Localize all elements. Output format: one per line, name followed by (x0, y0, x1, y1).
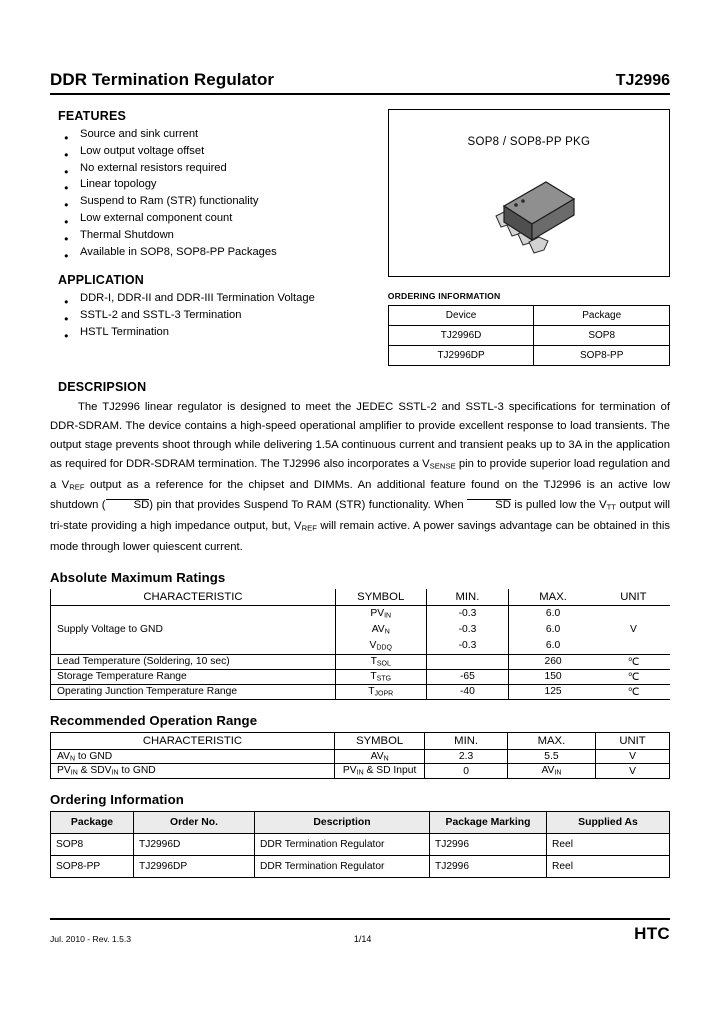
list-item: ● Source and sink current (50, 126, 382, 143)
cell-description: DDR Termination Regulator (255, 833, 430, 855)
cell-symbol: $T_{STG}$ (335, 669, 426, 684)
ordering-information-heading: Ordering Information (50, 791, 184, 807)
table-header-row (51, 589, 671, 606)
recommended-operation-range-heading: Recommended Operation Range (50, 712, 258, 728)
cell-description: DDR Termination Regulator (255, 855, 430, 877)
cell-unit: V (596, 764, 670, 779)
footer-page-number: 1/14 (353, 934, 372, 944)
table-row (51, 855, 670, 877)
cell-package: SOP8-PP (51, 855, 134, 877)
cell-symbol: $T_{JOPR}$ (335, 684, 426, 699)
absolute-maximum-ratings-table (50, 589, 670, 700)
cell-device: TJ2996DP (388, 346, 534, 366)
description-text-6: output will tri-state providing a high impedance output, but, V (50, 499, 670, 533)
cell-min: -65 (426, 669, 509, 684)
description-heading: DESCRIPSION (58, 380, 147, 394)
list-item: ● SSTL-2 and SSTL-3 Termination (50, 307, 382, 324)
table-row (51, 669, 671, 684)
subscript-ref-2: REF (301, 523, 317, 533)
cell-max: 150 (509, 669, 597, 684)
left-column (50, 109, 382, 366)
cell-order-no: TJ2996DP (134, 855, 255, 877)
document-header (50, 0, 670, 95)
column-header-package-marking: Package Marking (430, 811, 547, 833)
column-header-max: MAX. (509, 589, 597, 606)
table-row-supply-voltage (51, 605, 671, 654)
list-item: ● Thermal Shutdown (50, 227, 382, 244)
right-column (388, 109, 670, 366)
cell-characteristic: Supply Voltage to GND (51, 605, 336, 654)
list-item: ● Linear topology (50, 176, 382, 193)
cell-symbol-stack (335, 605, 426, 654)
description-text-7: will remain active. A power savings advantage can be obtained in this mode through lower quiescent current. (50, 520, 671, 553)
column-header-package: Package (51, 811, 134, 833)
cell-characteristic: Operating Junction Temperature Range (51, 684, 336, 699)
list-item: ● No external resistors required (50, 160, 382, 177)
cell-symbol: $PV_{IN}$ & SD Input (334, 764, 424, 779)
subscript-ref: REF (69, 482, 85, 492)
cell-package: SOP8 (51, 833, 134, 855)
cell-characteristic: Lead Temperature (Soldering, 10 sec) (51, 654, 336, 669)
cell-symbol: $T_{SOL}$ (335, 654, 426, 669)
value-min: -0.3 (458, 623, 477, 635)
footer-revision: Jul. 2010 - Rev. 1.5.3 (50, 934, 132, 944)
value-min: -0.3 (458, 607, 477, 619)
description-text-5: is pulled low the V (510, 499, 607, 512)
cell-unit: V (597, 605, 670, 654)
page-title: DDR Termination Regulator (50, 70, 275, 89)
list-item: ● Low output voltage offset (50, 143, 382, 160)
value-max: 6.0 (545, 623, 561, 635)
list-item: ● Low external component count (50, 210, 382, 227)
table-row (51, 654, 671, 669)
list-item: ● DDR-I, DDR-II and DDR-III Termination Voltage (50, 290, 382, 307)
cell-symbol: $AV_N$ (334, 749, 424, 764)
cell-supplied-as: Reel (547, 855, 670, 877)
cell-package: SOP8 (534, 326, 670, 346)
cell-order-no: TJ2996D (134, 833, 255, 855)
symbol-pvin: $PV_{IN}$ (370, 607, 392, 620)
cell-max-stack (509, 605, 597, 654)
subscript-tt: TT (606, 503, 616, 513)
cell-max: 260 (509, 654, 597, 669)
column-header-description: Description (255, 811, 430, 833)
table-header-row (51, 732, 670, 749)
column-header-symbol: SYMBOL (335, 589, 426, 606)
list-item: ● Suspend to Ram (STR) functionality (50, 193, 382, 210)
footer-company-logo: HTC (634, 924, 670, 943)
recommended-operation-range-table (50, 732, 670, 779)
absolute-maximum-ratings-heading: Absolute Maximum Ratings (50, 569, 226, 585)
overline-sd-2: SD (467, 499, 511, 512)
application-heading: APPLICATION (58, 273, 144, 288)
table-row (51, 764, 670, 779)
column-header-unit: UNIT (597, 589, 670, 606)
cell-max: 125 (509, 684, 597, 699)
overline-sd-1: SD (106, 499, 150, 512)
cell-device: TJ2996D (388, 326, 534, 346)
cell-package-marking: TJ2996 (430, 855, 547, 877)
column-header-min: MIN. (426, 589, 509, 606)
description-paragraph (50, 398, 670, 557)
column-header-min: MIN. (425, 732, 507, 749)
ordering-information-table (50, 811, 670, 878)
column-header-order-no: Order No. (134, 811, 255, 833)
table-row (51, 684, 671, 699)
features-list (50, 126, 382, 260)
cell-min: -40 (426, 684, 509, 699)
description-text-2: pin to provide superior load regulation and a V (50, 458, 670, 491)
table-row (388, 326, 669, 346)
cell-min-stack (426, 605, 509, 654)
list-item: ● Available in SOP8, SOP8-PP Packages (50, 244, 382, 261)
table-row (388, 346, 669, 366)
page-footer (50, 918, 670, 944)
part-number: TJ2996 (615, 72, 670, 89)
column-header-package: Package (534, 306, 670, 326)
cell-package: SOP8-PP (534, 346, 670, 366)
value-max: 6.0 (545, 639, 561, 651)
cell-unit: ℃ (597, 654, 670, 669)
description-text-3: output as a reference for the chipset and DIMMs. An additional feature found on the TJ2996 is an active low shutdown ( (50, 478, 670, 512)
table-row (51, 749, 670, 764)
table-header-row (388, 306, 669, 326)
table-row (51, 833, 670, 855)
column-header-unit: UNIT (596, 732, 670, 749)
ordering-information-top-table (388, 305, 670, 366)
cell-max: 5.5 (507, 749, 595, 764)
cell-package-marking: TJ2996 (430, 833, 547, 855)
symbol-vddq: $V_{DDQ}$ (369, 639, 392, 652)
features-heading: FEATURES (58, 109, 127, 123)
ordering-information-top-heading: ORDERING INFORMATION (387, 291, 501, 301)
cell-unit: ℃ (597, 684, 670, 699)
cell-unit: ℃ (597, 669, 670, 684)
description-text-1: The TJ2996 linear regulator is designed to meet the JEDEC SSTL-2 and SSTL-3 specifications for termination of DDR-SDRAM. The device contains a high-speed operational amplifier to provide excellent response to load transients. The output stage prevents shoot through while delivering 1.5A continuous current and transient peaks up to 3A in the application as required for DDR-SDRAM termination. The TJ2996 also incorporates a V (50, 401, 670, 470)
list-item: ● HSTL Termination (50, 324, 382, 341)
cell-min (426, 654, 509, 669)
cell-characteristic: Storage Temperature Range (51, 669, 336, 684)
cell-characteristic: $PV_{IN}$ & $SDV_{IN}$ to GND (51, 764, 335, 779)
column-header-supplied-as: Supplied As (547, 811, 670, 833)
application-list (50, 290, 382, 340)
sop8-chip-icon (474, 172, 584, 258)
top-section (50, 109, 670, 366)
cell-characteristic: $AV_N$ to GND (51, 749, 335, 764)
column-header-device: Device (388, 306, 534, 326)
cell-unit: V (596, 749, 670, 764)
table-header-row (51, 811, 670, 833)
description-text-4: ) pin that provides Suspend To RAM (STR) functionality. When (149, 499, 468, 512)
column-header-characteristic: CHARACTERISTIC (51, 732, 335, 749)
package-label: SOP8 / SOP8-PP PKG (467, 136, 591, 148)
subscript-sense: SENSE (429, 461, 456, 471)
cell-max: $AV_{IN}$ (507, 764, 595, 779)
cell-min: 0 (425, 764, 507, 779)
cell-supplied-as: Reel (547, 833, 670, 855)
value-max: 6.0 (545, 607, 561, 619)
column-header-symbol: SYMBOL (334, 732, 424, 749)
column-header-max: MAX. (507, 732, 595, 749)
value-min: -0.3 (458, 639, 477, 651)
chip-illustration (389, 172, 669, 258)
column-header-characteristic: CHARACTERISTIC (51, 589, 336, 606)
package-diagram-box (388, 109, 670, 277)
symbol-avn: $AV_N$ (371, 623, 390, 636)
cell-min: 2.3 (425, 749, 507, 764)
